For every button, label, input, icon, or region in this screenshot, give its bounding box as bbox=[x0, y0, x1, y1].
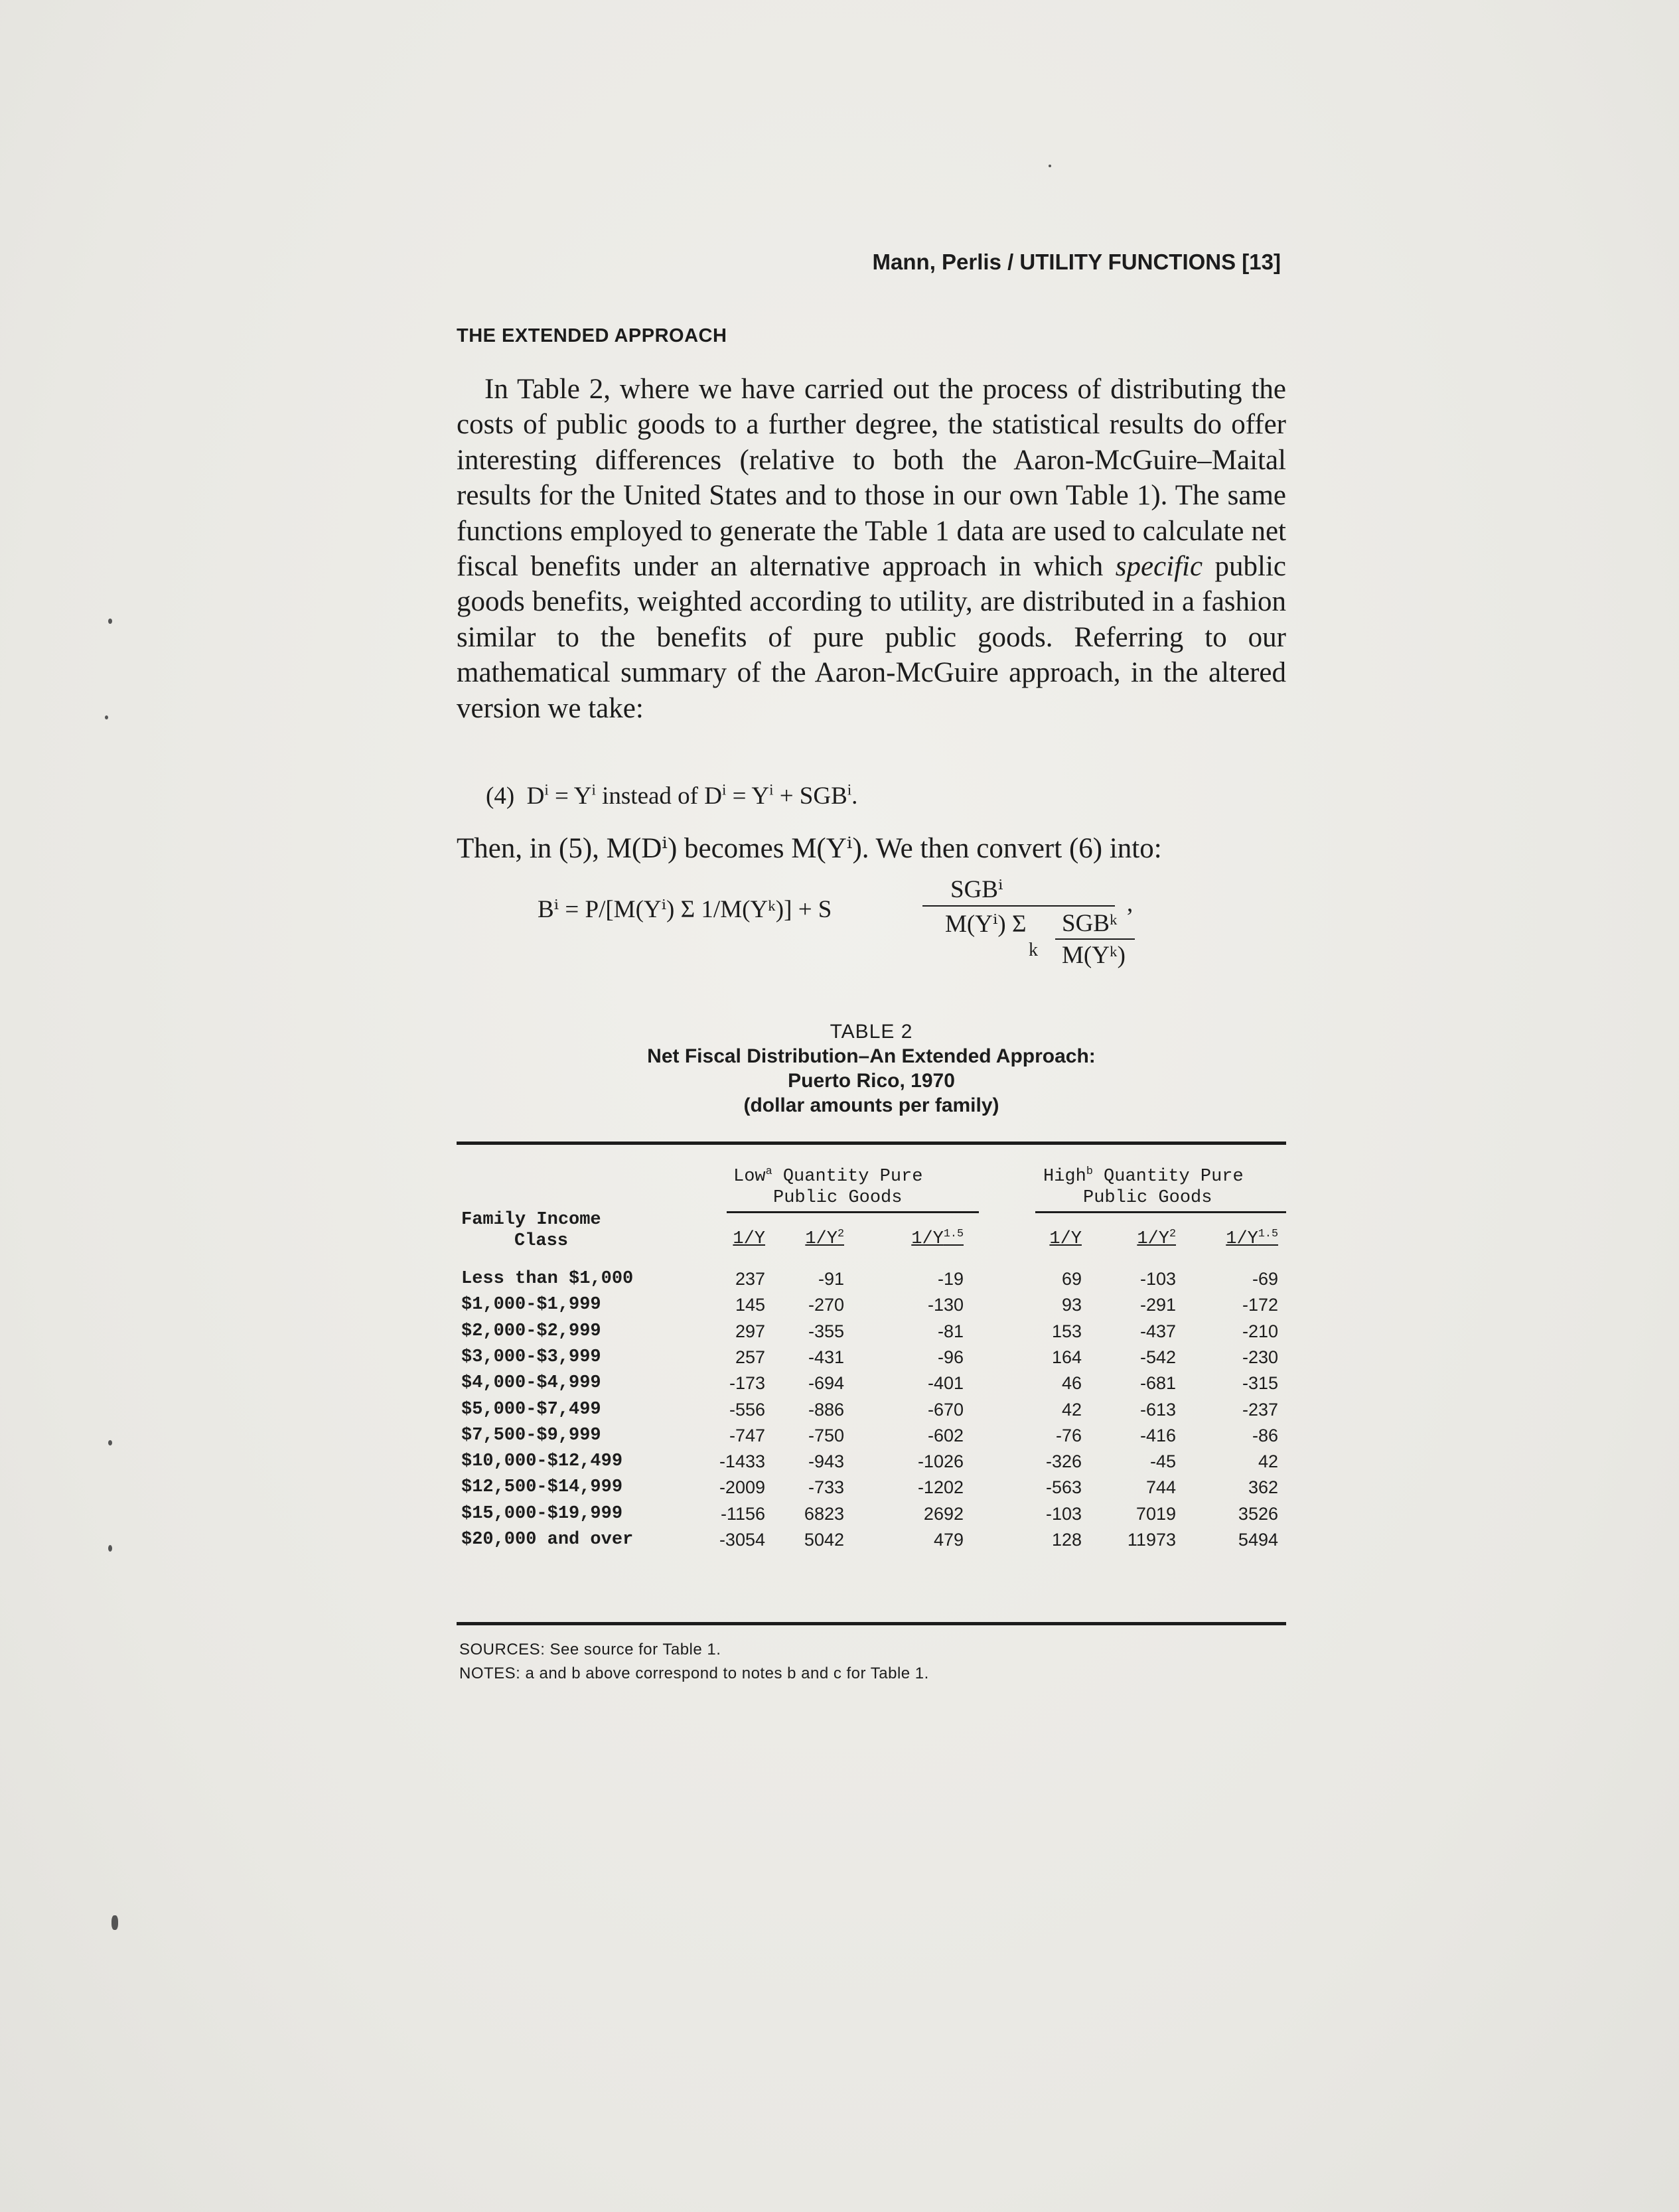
table-cell: -19 bbox=[937, 1269, 964, 1289]
equation-4-sup-5: i bbox=[847, 781, 852, 798]
row-label: $5,000-$7,499 bbox=[461, 1399, 601, 1420]
formula-numerator: SGBⁱ bbox=[950, 876, 1003, 903]
table-cell: 2692 bbox=[923, 1503, 964, 1524]
table-cell: -1433 bbox=[719, 1451, 765, 1472]
table-cell: -2009 bbox=[719, 1477, 765, 1498]
table-cell: -103 bbox=[1139, 1269, 1176, 1289]
equation-4-sup-4: i bbox=[769, 781, 774, 798]
low-group-sup: a bbox=[765, 1165, 772, 1178]
row-label: $1,000-$1,999 bbox=[461, 1295, 601, 1315]
column-header-sup: 1.5 bbox=[1258, 1228, 1278, 1240]
equation-4-sup-1: i bbox=[544, 781, 549, 798]
row-label: $4,000-$4,999 bbox=[461, 1373, 601, 1394]
row-label: $3,000-$3,999 bbox=[461, 1347, 601, 1367]
table-cell: -270 bbox=[808, 1295, 844, 1315]
scan-speck bbox=[108, 1545, 112, 1552]
table-cell: 11973 bbox=[1127, 1530, 1176, 1550]
table-cell: -172 bbox=[1242, 1295, 1278, 1315]
scan-speck bbox=[108, 619, 112, 624]
paragraph-emphasis: specific bbox=[1115, 551, 1203, 583]
table-cell: 257 bbox=[735, 1347, 765, 1367]
body-paragraph bbox=[457, 372, 1286, 726]
table-caption bbox=[457, 1019, 1286, 1118]
row-label: $2,000-$2,999 bbox=[461, 1321, 601, 1341]
table-bottom-rule bbox=[457, 1622, 1286, 1625]
scan-speck bbox=[1049, 165, 1051, 167]
table-cell: -886 bbox=[808, 1399, 844, 1420]
equation-4-mid: instead of D bbox=[595, 782, 722, 810]
table-cell: -542 bbox=[1139, 1347, 1176, 1367]
low-group-rest: Quantity Pure bbox=[772, 1167, 923, 1187]
table-cell: 42 bbox=[1258, 1451, 1278, 1472]
table-cell: -103 bbox=[1045, 1503, 1082, 1524]
table-cell: -45 bbox=[1149, 1451, 1176, 1472]
column-header bbox=[765, 1229, 844, 1249]
table-cell: -237 bbox=[1242, 1399, 1278, 1420]
table-cell: 5494 bbox=[1238, 1530, 1278, 1550]
table-top-rule bbox=[457, 1142, 1286, 1145]
table-cell: -1156 bbox=[720, 1503, 765, 1524]
column-header bbox=[1002, 1229, 1082, 1249]
column-header bbox=[884, 1229, 964, 1249]
section-heading: THE EXTENDED APPROACH bbox=[457, 325, 727, 346]
table-cell: 362 bbox=[1248, 1477, 1278, 1498]
low-group-line2: Public Goods bbox=[773, 1188, 903, 1208]
row-label: $12,500-$14,999 bbox=[461, 1477, 623, 1498]
then-line: Then, in (5), M(Dⁱ) becomes M(Yⁱ). We then convert (6) into: bbox=[457, 833, 1162, 864]
column-header-text: 1/Y bbox=[1049, 1229, 1082, 1249]
table-cell: -130 bbox=[927, 1295, 964, 1315]
formula-den-left: M(Yⁱ) Σ bbox=[945, 911, 1027, 938]
column-header bbox=[686, 1229, 765, 1249]
table-cell: 297 bbox=[735, 1321, 765, 1341]
table-cell: -173 bbox=[729, 1373, 765, 1394]
column-header-sup: 2 bbox=[1169, 1228, 1176, 1240]
column-header bbox=[1096, 1229, 1176, 1249]
table-cell: 5042 bbox=[804, 1530, 844, 1550]
table-cell: -69 bbox=[1252, 1269, 1278, 1289]
table-cell: -747 bbox=[729, 1425, 765, 1445]
high-group-sup: b bbox=[1086, 1165, 1093, 1178]
table-cell: 237 bbox=[735, 1269, 765, 1289]
table-cell: 153 bbox=[1051, 1321, 1082, 1341]
paragraph-text-2: public goods benefits, weighted according to utility, are distributed in a fashion similar to the benefits of pure public goods. Referring to our mathematical summary of the Aaron-McGuire approach, in the altered version we take: bbox=[457, 551, 1286, 724]
table-cell: -563 bbox=[1045, 1477, 1082, 1498]
table-cell: -86 bbox=[1252, 1425, 1278, 1445]
table-cell: -401 bbox=[927, 1373, 964, 1394]
scan-speck bbox=[108, 1440, 112, 1445]
table-cell: -1202 bbox=[917, 1477, 964, 1498]
row-label: Less than $1,000 bbox=[461, 1269, 634, 1289]
column-header-sup: 1.5 bbox=[943, 1228, 964, 1240]
table-cell: -291 bbox=[1139, 1295, 1176, 1315]
column-header-text: 1/Y bbox=[733, 1229, 765, 1249]
column-header-sup: 2 bbox=[837, 1228, 844, 1240]
table-cell: 479 bbox=[933, 1530, 964, 1550]
paragraph-text-1: In Table 2, where we have carried out the process of distributing the costs of public goods to a further degree, the statistical results do offer interesting differences (relative to both the Aaron-McGuire–Maital results for the United States and to those in our own Table 1). The same functions employed to generate the Table 1 data are used to calculate net fiscal benefits under an alternative approach in which bbox=[457, 374, 1286, 583]
equation-4-sup-2: i bbox=[591, 781, 596, 798]
equation-6 bbox=[538, 875, 1201, 968]
table-cell: -416 bbox=[1139, 1425, 1176, 1445]
column-header-text: 1/Y bbox=[1226, 1229, 1258, 1249]
low-group-header bbox=[733, 1167, 923, 1187]
stub-header-2: Class bbox=[514, 1231, 569, 1251]
table-cell: -733 bbox=[808, 1477, 844, 1498]
equation-4-eq2: = Y bbox=[726, 782, 770, 810]
table-cell: -681 bbox=[1139, 1373, 1176, 1394]
row-label: $20,000 and over bbox=[461, 1530, 634, 1550]
table-cell: -556 bbox=[729, 1399, 765, 1420]
equation-4-lhs: D bbox=[526, 782, 545, 810]
table-subtitle: Puerto Rico, 1970 bbox=[788, 1070, 955, 1092]
table-cell: -81 bbox=[937, 1321, 964, 1341]
table-cell: -602 bbox=[927, 1425, 964, 1445]
table-number: TABLE 2 bbox=[830, 1021, 913, 1043]
table-cell: 145 bbox=[735, 1295, 765, 1315]
formula-fraction-bar bbox=[922, 905, 1115, 907]
row-label: $7,500-$9,999 bbox=[461, 1425, 601, 1445]
scan-speck bbox=[111, 1915, 118, 1930]
equation-4-end: . bbox=[851, 782, 858, 810]
high-group-header bbox=[1043, 1167, 1244, 1187]
table-cell: -76 bbox=[1055, 1425, 1082, 1445]
formula-lhs: Bⁱ = P/[M(Yⁱ) Σ 1/M(Yᵏ)] + S bbox=[538, 896, 832, 923]
table-title: Net Fiscal Distribution–An Extended Approach: bbox=[647, 1045, 1096, 1067]
table-cell: -694 bbox=[808, 1373, 844, 1394]
running-header: Mann, Perlis / UTILITY FUNCTIONS [13] bbox=[872, 250, 1281, 274]
table-cell: -750 bbox=[808, 1425, 844, 1445]
high-group-label: High bbox=[1043, 1167, 1086, 1187]
stub-header-1: Family Income bbox=[461, 1210, 601, 1230]
equation-4-sup-3: i bbox=[721, 781, 727, 798]
table-cell: -613 bbox=[1139, 1399, 1176, 1420]
table-sources: SOURCES: See source for Table 1. bbox=[459, 1641, 721, 1659]
table-cell: 93 bbox=[1061, 1295, 1082, 1315]
table-cell: 7019 bbox=[1135, 1503, 1176, 1524]
high-group-line2: Public Goods bbox=[1083, 1188, 1212, 1208]
formula-den-den: M(Yᵏ) bbox=[1062, 942, 1126, 969]
table-cell: 164 bbox=[1051, 1347, 1082, 1367]
table-cell: -1026 bbox=[917, 1451, 964, 1472]
table-cell: -437 bbox=[1139, 1321, 1176, 1341]
column-header-text: 1/Y bbox=[805, 1229, 838, 1249]
table-cell: 128 bbox=[1051, 1530, 1082, 1550]
table-cell: -96 bbox=[937, 1347, 964, 1367]
equation-4-label: (4) bbox=[486, 782, 515, 810]
table-cell: -230 bbox=[1242, 1347, 1278, 1367]
table-units: (dollar amounts per family) bbox=[743, 1094, 999, 1116]
table-cell: -3054 bbox=[719, 1530, 765, 1550]
table-cell: -670 bbox=[927, 1399, 964, 1420]
table-cell: -91 bbox=[818, 1269, 844, 1289]
high-group-rule bbox=[1035, 1211, 1286, 1213]
table-cell: 744 bbox=[1145, 1477, 1176, 1498]
high-group-rest: Quantity Pure bbox=[1092, 1167, 1244, 1187]
table-cell: -431 bbox=[808, 1347, 844, 1367]
formula-den-num: SGBᵏ bbox=[1062, 910, 1118, 937]
scan-speck bbox=[105, 715, 108, 719]
table-cell: 42 bbox=[1061, 1399, 1082, 1420]
table-cell: -355 bbox=[808, 1321, 844, 1341]
equation-4-plus: + SGB bbox=[773, 782, 847, 810]
low-group-rule bbox=[727, 1211, 979, 1213]
column-header-text: 1/Y bbox=[1137, 1229, 1169, 1249]
table-cell: 46 bbox=[1061, 1373, 1082, 1394]
row-label: $10,000-$12,499 bbox=[461, 1451, 623, 1472]
table-cell: -210 bbox=[1242, 1321, 1278, 1341]
formula-comma: , bbox=[1127, 890, 1133, 917]
table-cell: 3526 bbox=[1238, 1503, 1278, 1524]
column-header-text: 1/Y bbox=[911, 1229, 944, 1249]
table-cell: 69 bbox=[1061, 1269, 1082, 1289]
table-cell: -326 bbox=[1045, 1451, 1082, 1472]
table-cell: 6823 bbox=[804, 1503, 844, 1524]
table-cell: -943 bbox=[808, 1451, 844, 1472]
equation-4 bbox=[486, 782, 857, 810]
formula-sum-index: k bbox=[1029, 940, 1038, 960]
equation-4-eq1: = Y bbox=[548, 782, 592, 810]
formula-inner-fraction-bar bbox=[1055, 938, 1135, 940]
low-group-label: Low bbox=[733, 1167, 766, 1187]
table-notes: NOTES: a and b above correspond to notes b and c for Table 1. bbox=[459, 1664, 929, 1682]
column-header bbox=[1199, 1229, 1278, 1249]
row-label: $15,000-$19,999 bbox=[461, 1503, 623, 1524]
table-cell: -315 bbox=[1242, 1373, 1278, 1394]
